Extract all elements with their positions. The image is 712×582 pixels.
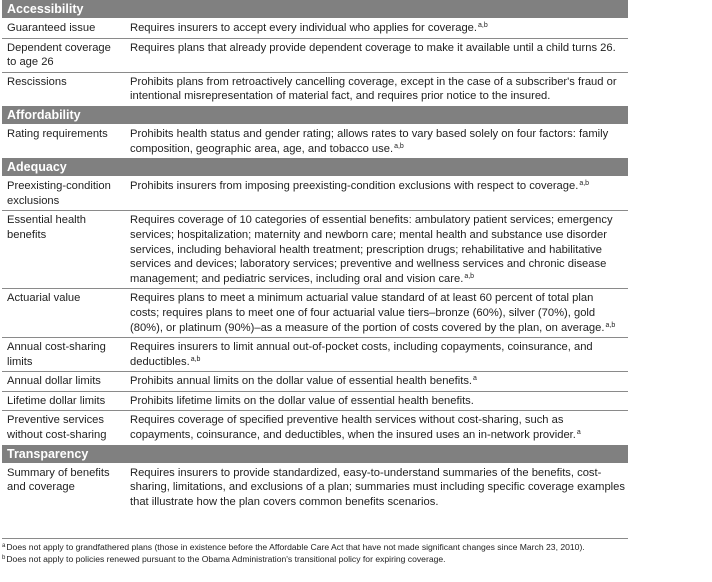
description-text: Prohibits lifetime limits on the dollar value of essential health benefits. bbox=[130, 394, 474, 407]
provision-term: Dependent coverage to age 26 bbox=[2, 38, 126, 72]
provision-description bbox=[126, 391, 628, 411]
section-header bbox=[2, 445, 628, 464]
table-row bbox=[2, 38, 628, 72]
section-title: Affordability bbox=[2, 106, 628, 125]
provision-term: Annual dollar limits bbox=[2, 372, 126, 392]
provision-description bbox=[126, 211, 628, 289]
provision-term: Lifetime dollar limits bbox=[2, 391, 126, 411]
footnote-mark: a bbox=[2, 543, 6, 549]
description-text: Prohibits annual limits on the dollar value of essential health benefits. bbox=[130, 375, 473, 388]
description-text: Requires plans that already provide dependent coverage to make it available until a child turns 26. bbox=[130, 41, 616, 54]
footnote-text: Does not apply to policies renewed pursuant to the Obama Administration's transitional policy for expiring coverage. bbox=[6, 553, 446, 564]
provision-description bbox=[126, 72, 628, 106]
table-row bbox=[2, 19, 628, 39]
provision-term: Rating requirements bbox=[7, 127, 108, 140]
table-row bbox=[2, 372, 628, 392]
insurance-regulations-table bbox=[2, 0, 628, 511]
provision-description bbox=[126, 338, 628, 372]
provision-description bbox=[126, 289, 628, 338]
table-row bbox=[2, 289, 628, 338]
provision-term: Preventive services without cost-sharing bbox=[7, 414, 107, 442]
section-title: Accessibility bbox=[2, 0, 628, 19]
footnote-marker: a,b bbox=[579, 180, 590, 188]
provision-term: Preexisting-condition exclusions bbox=[2, 177, 126, 211]
table-row bbox=[2, 124, 628, 158]
table-row bbox=[2, 211, 628, 289]
footnote-text: Does not apply to grandfathered plans (those in existence before the Affordable Care Act that have not made significant changes since March 23, 2010). bbox=[6, 542, 585, 552]
description-text: Prohibits health status and gender rating; allows rates to vary based solely on four factors: family composition, geographic area, age, and tobacco use. bbox=[130, 127, 609, 155]
table-row bbox=[2, 177, 628, 211]
footnote-marker: a,b bbox=[478, 22, 488, 29]
footnote-marker: a,b bbox=[464, 272, 475, 280]
footnote bbox=[2, 554, 642, 566]
section-title: Transparency bbox=[2, 445, 628, 464]
description-text: Requires insurers to provide standardized, easy-to-understand summaries of the benefits, cost-sharing, limitations, and exclusions of a plan; summaries must including specific coverage examples that illustrate how the plan covers common benefits scenarios. bbox=[130, 466, 625, 508]
provision-term: Annual cost-sharing limits bbox=[2, 338, 126, 372]
footnote-marker: a,b bbox=[190, 355, 201, 363]
description-text: Requires coverage of 10 categories of essential benefits: ambulatory patient services; emergency services; hospitalization; maternity and newborn care; mental health and substance use disorder services, including behavioral health treatment; prescription drugs; rehabilitative and habilitative services and devices; laboratory services; preventive and wellness services and chronic disease management; and pediatric services, including oral and vision care. bbox=[130, 214, 613, 285]
description-text: Requires insurers to limit annual out-of-pocket costs, including copayments, coinsurance, and deductibles. bbox=[130, 341, 593, 368]
table-row bbox=[2, 411, 628, 445]
table-row bbox=[2, 72, 628, 106]
description-text: Requires insurers to accept every individual who applies for coverage. bbox=[130, 22, 477, 34]
description-text: Prohibits insurers from imposing preexisting-condition exclusions with respect to coverage. bbox=[130, 180, 579, 193]
provision-description bbox=[126, 19, 628, 39]
section-header bbox=[2, 0, 628, 19]
footnote bbox=[2, 542, 642, 554]
section-title: Adequacy bbox=[2, 158, 628, 177]
section-header bbox=[2, 158, 628, 177]
provision-term: Actuarial value bbox=[2, 289, 126, 338]
table-row bbox=[2, 391, 628, 411]
table-row bbox=[2, 338, 628, 372]
footnote-marker: a bbox=[473, 375, 477, 383]
provision-term: Rescissions bbox=[7, 75, 67, 88]
provision-term: Guaranteed issue bbox=[2, 19, 126, 39]
provision-term: Essential health benefits bbox=[2, 211, 126, 289]
section-header bbox=[2, 106, 628, 125]
footnote-marker: a,b bbox=[394, 142, 404, 150]
description-text: Requires plans to meet a minimum actuarial value standard of at least 60 percent of total plan costs; requires plans to meet one of four actuarial value tiers–bronze (60%), silver (70%), gold (80%), or platinum (90%)–as a measure of the portion of costs covered by the plan, on average. bbox=[130, 292, 605, 334]
provision-description bbox=[126, 411, 628, 445]
provision-description bbox=[126, 124, 628, 158]
description-text: Prohibits plans from retroactively cancelling coverage, except in the case of a subscriber's fraud or intentional misrepresentation of material fact, and requires prior notice to the insured. bbox=[130, 75, 617, 103]
table-row bbox=[2, 463, 628, 511]
footnotes bbox=[2, 542, 642, 565]
description-text: Requires coverage of specified preventive health services without cost-sharing, such as copayments, coinsurance, and deductibles, when the insured uses an in-network provider. bbox=[130, 414, 576, 442]
footnote-marker: a bbox=[576, 429, 581, 437]
table-body bbox=[2, 0, 628, 511]
footnote-divider bbox=[2, 538, 628, 539]
provision-description bbox=[126, 177, 628, 211]
footnote-marker: a,b bbox=[605, 321, 616, 329]
provision-description bbox=[126, 372, 628, 392]
provision-description bbox=[126, 463, 628, 511]
footnote-mark: b bbox=[2, 554, 6, 561]
provision-term: Summary of benefits and coverage bbox=[7, 466, 110, 494]
provision-description bbox=[126, 38, 628, 72]
